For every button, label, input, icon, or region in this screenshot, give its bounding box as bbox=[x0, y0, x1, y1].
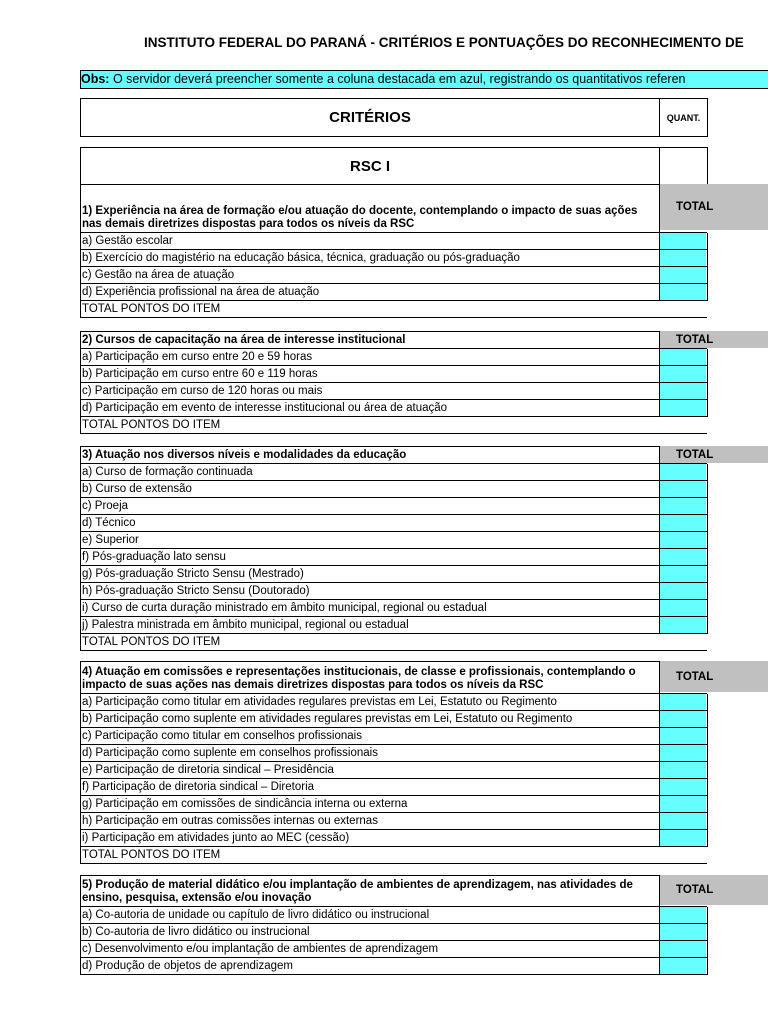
quantity-input-cell[interactable] bbox=[659, 582, 706, 599]
criteria-row bbox=[80, 779, 708, 796]
criteria-label: d) Técnico bbox=[82, 517, 136, 529]
quantity-input-cell[interactable] bbox=[659, 829, 706, 846]
total-header: TOTAL bbox=[660, 875, 768, 905]
criteria-row bbox=[80, 498, 708, 515]
criteria-label: b) Co-autoria de livro didático ou instrucional bbox=[82, 926, 310, 938]
total-header: TOTAL bbox=[660, 184, 768, 230]
quant-header-label: QUANT. bbox=[666, 112, 701, 123]
criteria-row bbox=[80, 907, 708, 924]
quantity-input-cell[interactable] bbox=[659, 616, 706, 633]
quantity-input-cell[interactable] bbox=[659, 727, 706, 744]
criteria-label: a) Participação como titular em atividades regulares previstas em Lei, Estatuto ou Regimento bbox=[82, 696, 557, 708]
quantity-input-cell[interactable] bbox=[659, 266, 706, 283]
criteria-row bbox=[80, 617, 708, 634]
quantity-input-cell[interactable] bbox=[659, 463, 706, 480]
section-title: 1) Experiência na área de formação e/ou atuação do docente, contemplando o impacto de suas ações nas demais diretrizes dispostas para todos os níveis da RSC bbox=[82, 205, 638, 230]
criteria-row bbox=[80, 250, 708, 267]
quantity-input-cell[interactable] bbox=[659, 565, 706, 582]
criteria-label: f) Participação de diretoria sindical – Diretoria bbox=[82, 781, 315, 793]
total-header: TOTAL bbox=[660, 661, 768, 692]
criteria-label: d) Participação como suplente em conselhos profissionais bbox=[82, 747, 378, 759]
criteria-label: b) Exercício do magistério na educação básica, técnica, graduação ou pós-graduação bbox=[82, 252, 520, 264]
total-points-row bbox=[80, 847, 707, 864]
total-points-row bbox=[80, 634, 707, 651]
criteria-label: c) Desenvolvimento e/ou implantação de ambientes de aprendizagem bbox=[82, 943, 439, 955]
criteria-row bbox=[80, 267, 708, 284]
quantity-input-cell[interactable] bbox=[659, 480, 706, 497]
criteria-label: i) Curso de curta duração ministrado em âmbito municipal, regional ou estadual bbox=[82, 602, 487, 614]
quantity-input-cell[interactable] bbox=[659, 957, 706, 974]
criteria-row bbox=[80, 694, 708, 711]
section-title: 4) Atuação em comissões e representações institucionais, de classe e profissionais, contemplando o impacto de suas ações nas demais diretrizes dispostas para todos os níveis da RSC bbox=[82, 666, 636, 691]
criteria-row bbox=[80, 745, 708, 762]
criteria-row bbox=[80, 941, 708, 958]
total-points-label: TOTAL PONTOS DO ITEM bbox=[82, 303, 221, 315]
quantity-input-cell[interactable] bbox=[659, 812, 706, 829]
criteria-label: b) Curso de extensão bbox=[82, 483, 192, 495]
criteria-label: a) Curso de formação continuada bbox=[82, 466, 253, 478]
section-5 bbox=[80, 875, 768, 975]
quantity-input-cell[interactable] bbox=[659, 693, 706, 710]
quantity-input-cell[interactable] bbox=[659, 365, 706, 382]
criteria-row bbox=[80, 383, 708, 400]
criteria-row bbox=[80, 813, 708, 830]
quantity-input-cell[interactable] bbox=[659, 744, 706, 761]
criteria-label: g) Participação em comissões de sindicância interna ou externa bbox=[82, 798, 408, 810]
quantity-input-cell[interactable] bbox=[659, 283, 706, 300]
obs-text: O servidor deverá preencher somente a coluna destacada em azul, registrando os quantitativos referen bbox=[109, 72, 686, 86]
page-title-text: INSTITUTO FEDERAL DO PARANÁ - CRITÉRIOS E PONTUAÇÕES DO RECONHECIMENTO DE bbox=[144, 35, 744, 50]
criteria-label: a) Participação em curso entre 20 e 59 horas bbox=[82, 351, 313, 363]
quantity-input-cell[interactable] bbox=[659, 514, 706, 531]
observation-note bbox=[80, 70, 768, 89]
section-header bbox=[80, 446, 714, 464]
criteria-row bbox=[80, 958, 708, 975]
quantity-input-cell[interactable] bbox=[659, 382, 706, 399]
quantity-input-cell[interactable] bbox=[659, 940, 706, 957]
criteria-row bbox=[80, 532, 708, 549]
section-title: 2) Cursos de capacitação na área de interesse institucional bbox=[82, 334, 406, 346]
section-header bbox=[80, 331, 714, 349]
criteria-row bbox=[80, 400, 708, 417]
criteria-label: b) Participação como suplente em atividades regulares previstas em Lei, Estatuto ou Regimento bbox=[82, 713, 573, 725]
criteria-label: a) Co-autoria de unidade ou capítulo de livro didático ou instrucional bbox=[82, 909, 430, 921]
section-2 bbox=[80, 331, 768, 434]
criteria-label: e) Superior bbox=[82, 534, 139, 546]
total-header: TOTAL bbox=[660, 446, 768, 463]
quantity-input-cell[interactable] bbox=[659, 778, 706, 795]
criteria-row bbox=[80, 366, 708, 383]
criteria-row bbox=[80, 830, 708, 847]
criteria-row bbox=[80, 711, 708, 728]
section-header bbox=[80, 661, 714, 694]
section-header bbox=[80, 184, 714, 233]
total-points-row bbox=[80, 417, 707, 434]
total-points-label: TOTAL PONTOS DO ITEM bbox=[82, 636, 221, 648]
quantity-input-cell[interactable] bbox=[659, 710, 706, 727]
criteria-label: h) Participação em outras comissões internas ou externas bbox=[82, 815, 378, 827]
criteria-label: b) Participação em curso entre 60 e 119 horas bbox=[82, 368, 318, 380]
quantity-input-cell[interactable] bbox=[659, 599, 706, 616]
quantity-input-cell[interactable] bbox=[659, 399, 706, 416]
rsc-header bbox=[80, 147, 708, 185]
total-points-label: TOTAL PONTOS DO ITEM bbox=[82, 849, 221, 861]
total-header: TOTAL bbox=[660, 331, 768, 348]
criteria-label: c) Participação em curso de 120 horas ou mais bbox=[82, 385, 323, 397]
criteria-row bbox=[80, 515, 708, 532]
criteria-label: c) Proeja bbox=[82, 500, 129, 512]
quantity-input-cell[interactable] bbox=[659, 795, 706, 812]
quantity-input-cell[interactable] bbox=[659, 249, 706, 266]
quantity-input-cell[interactable] bbox=[659, 906, 706, 923]
section-4 bbox=[80, 661, 768, 864]
criteria-row bbox=[80, 284, 708, 301]
criteria-row bbox=[80, 583, 708, 600]
section-3 bbox=[80, 446, 768, 651]
quantity-input-cell[interactable] bbox=[659, 348, 706, 365]
section-1 bbox=[80, 184, 768, 318]
criteria-row bbox=[80, 566, 708, 583]
criteria-row bbox=[80, 349, 708, 366]
quantity-input-cell[interactable] bbox=[659, 531, 706, 548]
criteria-label: c) Participação como titular em conselhos profissionais bbox=[82, 730, 362, 742]
quantity-input-cell[interactable] bbox=[659, 548, 706, 565]
criteria-label: c) Gestão na área de atuação bbox=[82, 269, 235, 281]
rsc-title: RSC I bbox=[349, 157, 390, 175]
criteria-row bbox=[80, 549, 708, 566]
criteria-label: h) Pós-graduação Stricto Sensu (Doutorado) bbox=[82, 585, 310, 597]
criteria-row bbox=[80, 924, 708, 941]
criteria-label: f) Pós-graduação lato sensu bbox=[82, 551, 226, 563]
section-title: 5) Produção de material didático e/ou implantação de ambientes de aprendizagem, nas atividades de ensino, pesquisa, extensão e/ou inovação bbox=[82, 879, 633, 904]
criteria-row bbox=[80, 762, 708, 779]
criteria-label: g) Pós-graduação Stricto Sensu (Mestrado) bbox=[82, 568, 304, 580]
section-header bbox=[80, 875, 714, 907]
criteria-row bbox=[80, 796, 708, 813]
quantity-input-cell[interactable] bbox=[659, 497, 706, 514]
obs-label: Obs: bbox=[81, 72, 110, 86]
total-points-row bbox=[80, 301, 707, 318]
quantity-input-cell[interactable] bbox=[659, 761, 706, 778]
criteria-row bbox=[80, 481, 708, 498]
quantity-input-cell[interactable] bbox=[659, 923, 706, 940]
criteria-label: d) Participação em evento de interesse institucional ou área de atuação bbox=[82, 402, 448, 414]
criteria-label: a) Gestão escolar bbox=[82, 235, 173, 247]
criteria-label: d) Experiência profissional na área de atuação bbox=[82, 286, 320, 298]
criteria-label: d) Produção de objetos de aprendizagem bbox=[82, 960, 293, 972]
criteria-label: i) Participação em atividades junto ao MEC (cessão) bbox=[82, 832, 350, 844]
criteria-row bbox=[80, 600, 708, 617]
total-points-label: TOTAL PONTOS DO ITEM bbox=[82, 419, 221, 431]
criteria-row bbox=[80, 728, 708, 745]
criteria-header bbox=[80, 98, 708, 137]
section-title: 3) Atuação nos diversos níveis e modalidades da educação bbox=[82, 449, 407, 461]
criteria-label: j) Palestra ministrada em âmbito municipal, regional ou estadual bbox=[82, 619, 409, 631]
quantity-input-cell[interactable] bbox=[659, 232, 706, 249]
rsc-header-divider bbox=[659, 148, 660, 184]
criteria-header-label: CRITÉRIOS bbox=[329, 109, 411, 126]
criteria-row bbox=[80, 233, 708, 250]
criteria-row bbox=[80, 464, 708, 481]
criteria-label: e) Participação de diretoria sindical – Presidência bbox=[82, 764, 334, 776]
